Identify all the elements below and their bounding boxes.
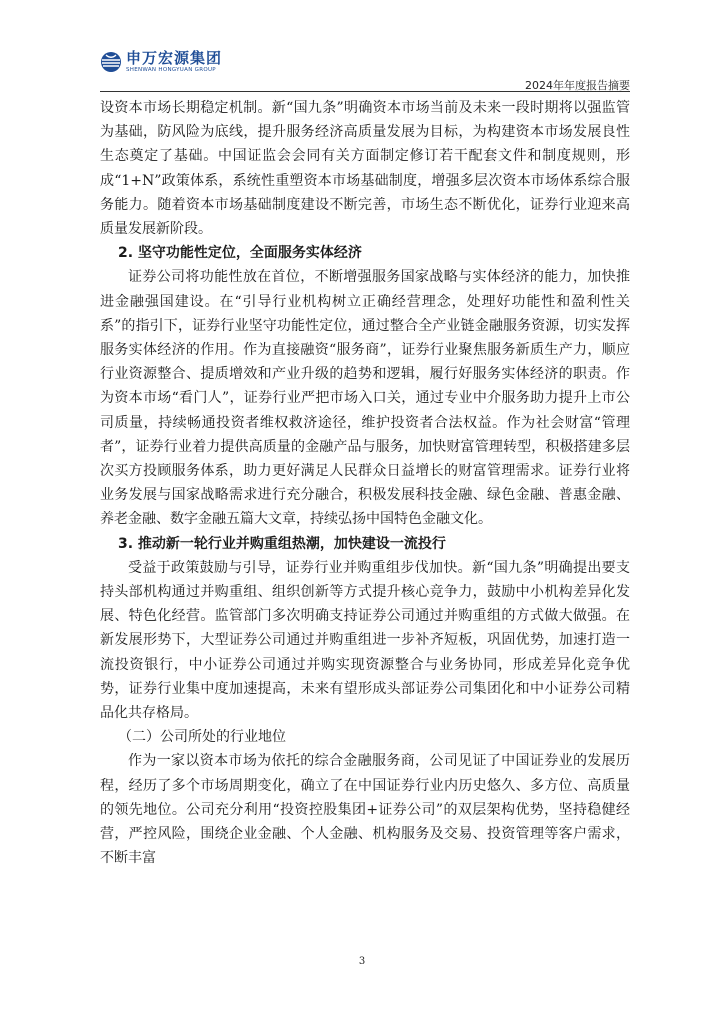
company-logo [100,50,222,74]
paragraph: 证券公司将功能性放在首位，不断增强服务国家战略与实体经济的能力，加快推进金融强国建设。在“引导行业机构树立正确经营理念，处理好功能性和盈利性关系”的指引下，证券行业坚守功能性定位，通过整合全产业链金融服务资源，切实发挥服务实体经济的作用。作为直接融资“服务商”，证券行业聚焦服务新质生产力，顺应行业资源整合、提质增效和产业升级的趋势和逻辑，履行好服务实体经济的职责。作为资本市场“看门人”，证券行业严把市场入口关，通过专业中介服务助力提升上市公司质量，持续畅通投资者维权救济途径，维护投资者合法权益。作为社会财富“管理者”，证券行业着力提供高质量的金融产品与服务，加快财富管理转型，积极搭建多层次买方投顾服务体系，助力更好满足人民群众日益增长的财富管理需求。证券行业将业务发展与国家战略需求进行充分融合，积极发展科技金融、绿色金融、普惠金融、养老金融、数字金融五篇大文章，持续弘扬中国特色金融文化。 [100,269,630,528]
brand-name-cn: 申万宏源集团 [126,49,223,67]
header-divider [100,91,630,92]
subsection-heading: （二）公司所处的行业地位 [118,729,286,746]
section-heading: 3. 推动新一轮行业并购重组热潮，加快建设一流投行 [118,535,446,552]
paragraph: 设资本市场长期稳定机制。新“国九条”明确资本市场当前及未来一段时期将以强监管为基础，防风险为底线，提升服务经济高质量发展为目标，为构建资本市场发展良性生态奠定了基础。中国证监会会同有关方面制定修订若干配套文件和制度规则，形成“1+N”政策体系，系统性重塑资本市场基础制度，增强多层次资本市场体系综合服务能力。随着资本市场基础制度建设不断完善，市场生态不断优化，证券行业迎来高质量发展新阶段。 [100,100,630,238]
paragraph: 作为一家以资本市场为依托的综合金融服务商，公司见证了中国证券业的发展历程，经历了多个市场周期变化，确立了在中国证券行业内历史悠久、多方位、高质量的领先地位。公司充分利用“投资控股集团+证券公司”的双层架构优势，坚持稳健经营，严控风险，围绕企业金融、个人金融、机构服务及交易、投资管理等客户需求，不断丰富 [100,753,630,867]
logo-emblem-icon [100,51,122,73]
section-heading: 2. 坚守功能性定位，全面服务实体经济 [118,245,362,262]
brand-name-en: SHENWAN HONGYUAN GROUP [126,67,216,73]
page-body [100,96,630,871]
report-title: 2024年年度报告摘要 [525,79,630,92]
paragraph: 受益于政策鼓励与引导，证券行业并购重组步伐加快。新“国九条”明确提出要支持头部机构通过并购重组、组织创新等方式提升核心竞争力，鼓励中小机构差异化发展、特色化经营。监管部门多次明确支持证券公司通过并购重组的方式做大做强。在新发展形势下，大型证券公司通过并购重组进一步补齐短板，巩固优势，加速打造一流投资银行，中小证券公司通过并购实现资源整合与业务协同，形成差异化竞争优势，证券行业集中度加速提高，未来有望形成头部证券公司集团化和中小证券公司精品化共存格局。 [100,559,630,722]
page-header [100,50,630,90]
page-number: 3 [358,956,366,967]
